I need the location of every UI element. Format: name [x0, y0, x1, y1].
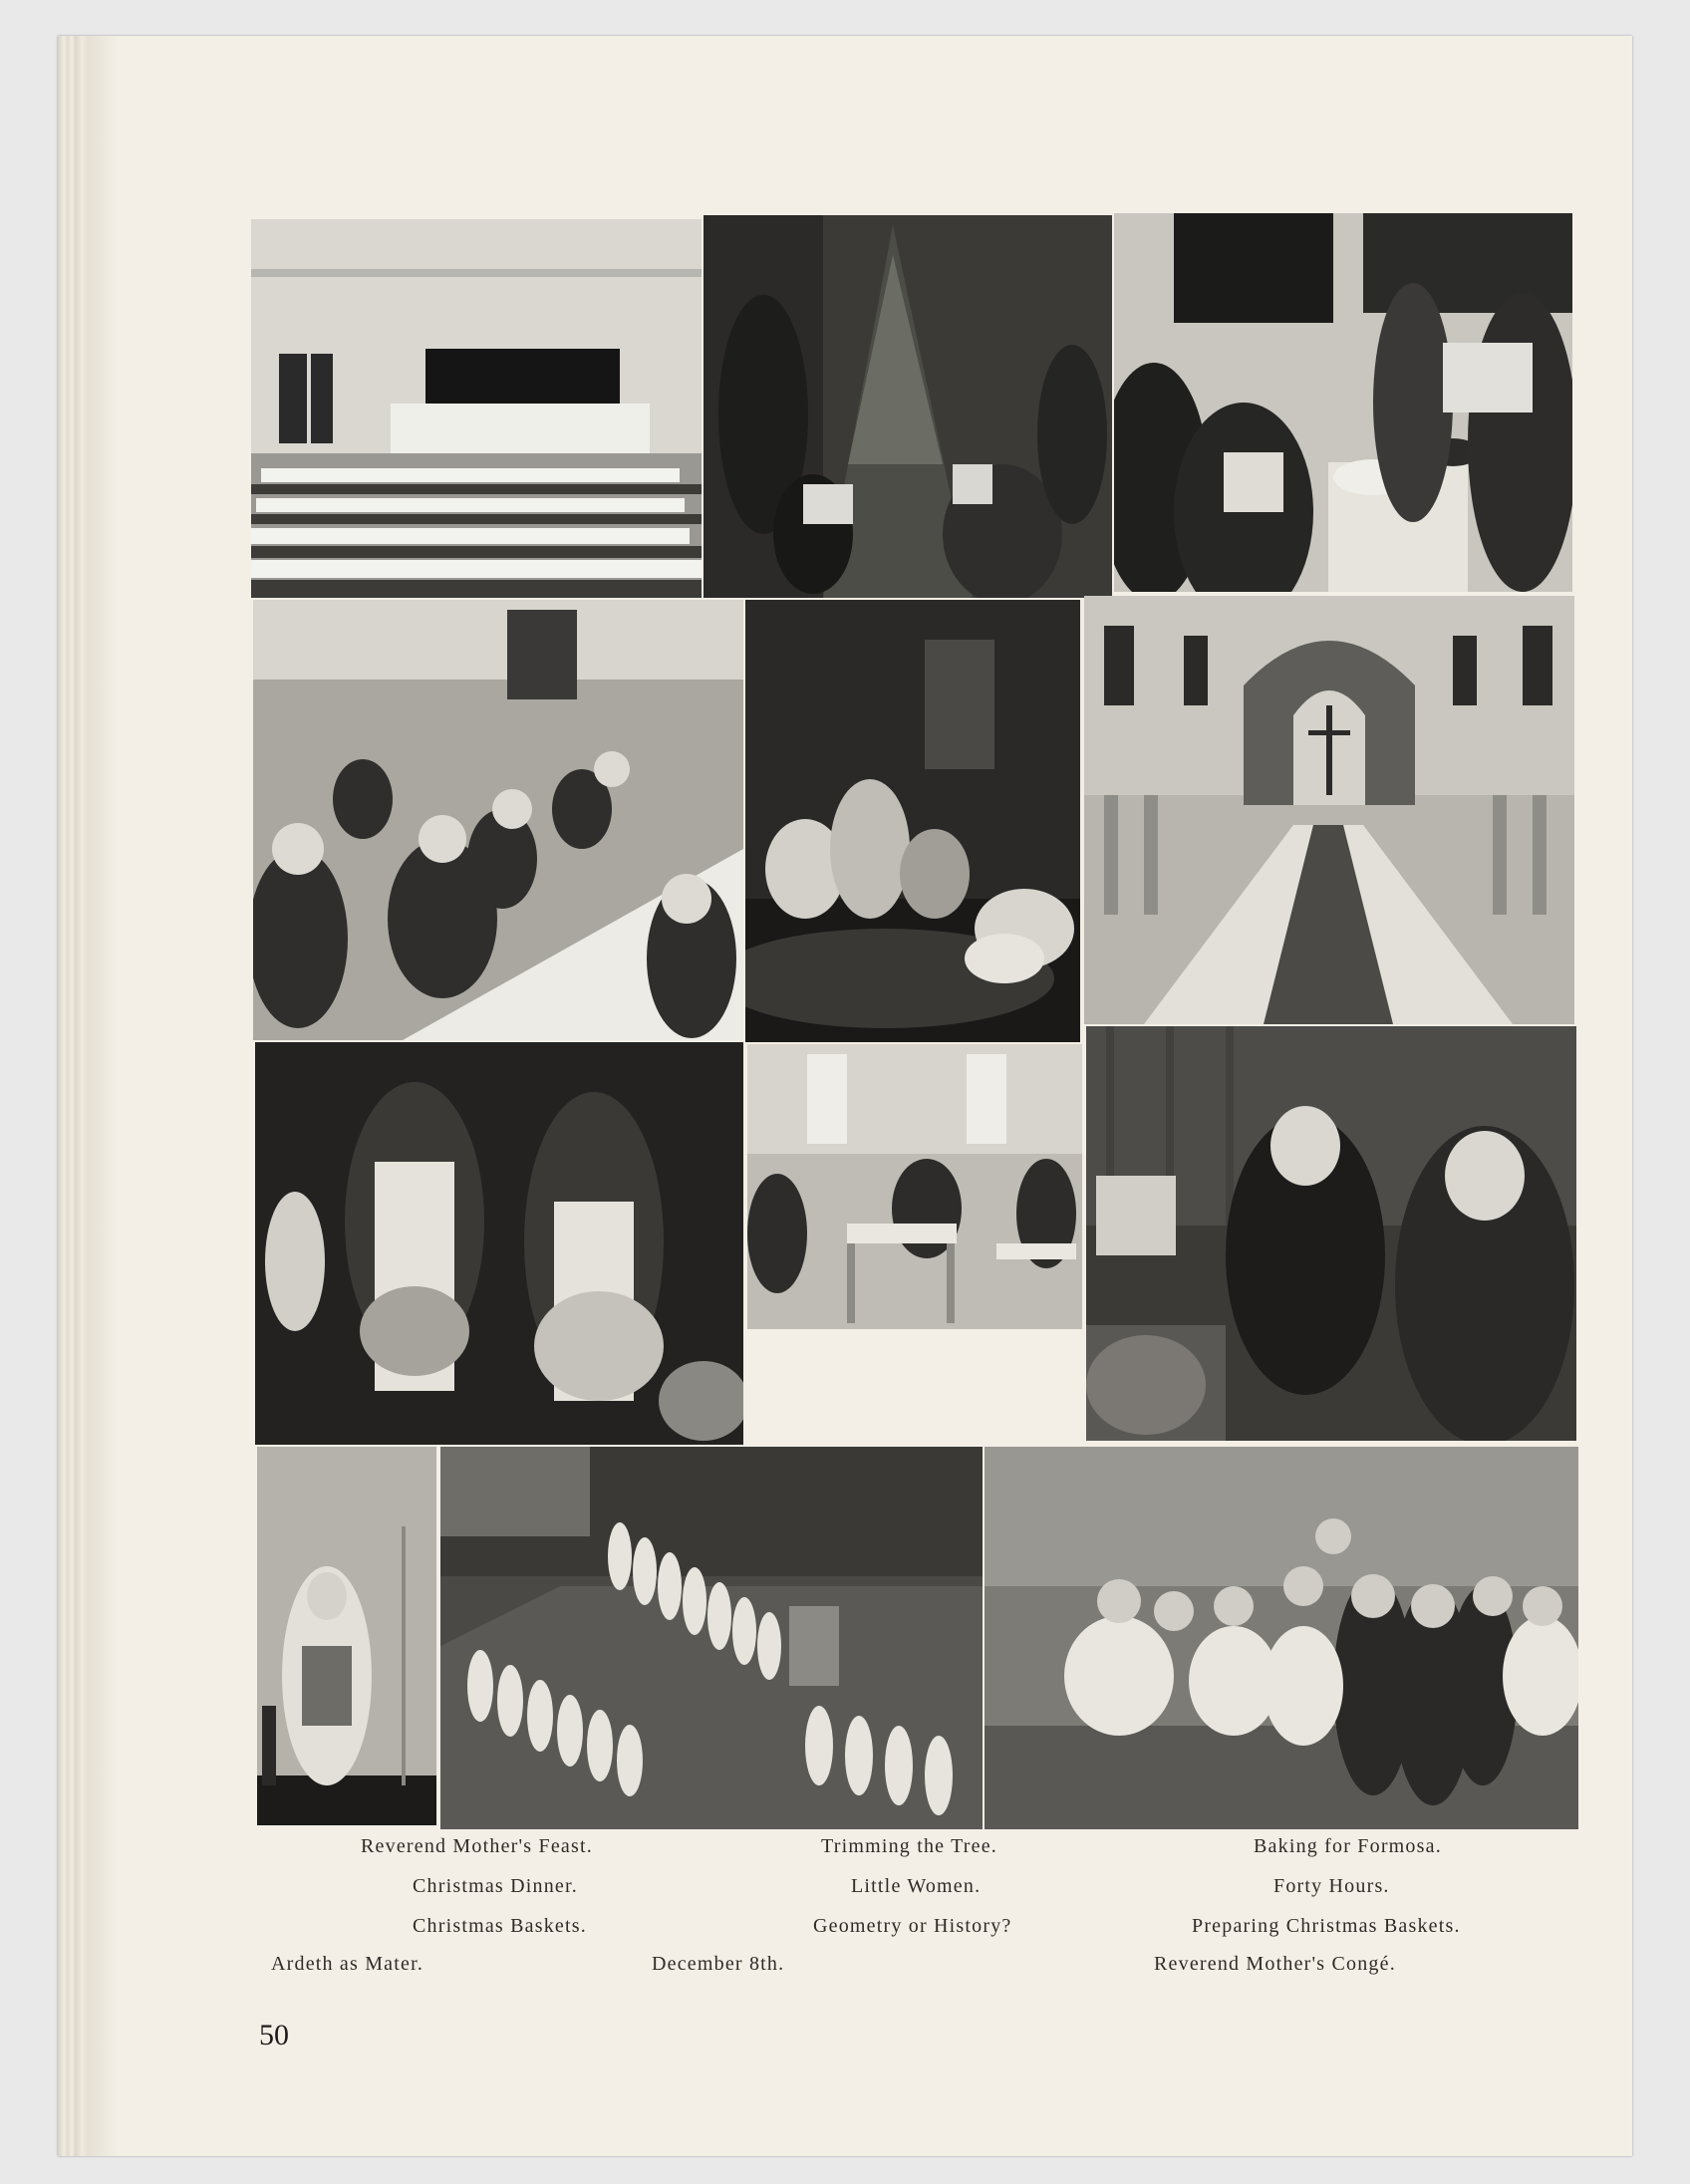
photo-baking-for-formosa [1114, 213, 1572, 592]
caption-december-8th: December 8th. [652, 1953, 785, 1975]
yearbook-page [58, 36, 1632, 2156]
mater-image [257, 1447, 436, 1825]
caption-reverend-mothers-feast: Reverend Mother's Feast. [361, 1835, 593, 1857]
caption-trimming-the-tree: Trimming the Tree. [821, 1835, 998, 1857]
photo-forty-hours [1084, 596, 1574, 1024]
baskets-image [255, 1042, 743, 1445]
caption-little-women: Little Women. [851, 1875, 982, 1897]
photo-december-8th [440, 1447, 983, 1829]
classroom-image [747, 1044, 1082, 1329]
christmas-tree-image [704, 215, 1112, 598]
caption-reverend-mothers-conge: Reverend Mother's Congé. [1154, 1953, 1396, 1975]
photo-geometry-or-history [747, 1044, 1082, 1329]
caption-ardeth-as-mater: Ardeth as Mater. [271, 1953, 424, 1975]
caption-christmas-dinner: Christmas Dinner. [413, 1875, 578, 1897]
feast-hall-image [251, 219, 702, 598]
page-number: 50 [259, 2019, 289, 2051]
photo-trimming-the-tree [704, 215, 1112, 598]
chapel-image [1084, 596, 1574, 1024]
photo-reverend-mothers-feast [251, 219, 702, 598]
little-women-image [745, 600, 1080, 1042]
photo-christmas-dinner [253, 600, 743, 1040]
caption-preparing-christmas-baskets: Preparing Christmas Baskets. [1192, 1915, 1461, 1937]
photo-reverend-mothers-conge [985, 1447, 1578, 1829]
conge-image [985, 1447, 1578, 1829]
procession-image [440, 1447, 983, 1829]
photo-preparing-christmas-baskets [1086, 1026, 1576, 1441]
photo-ardeth-as-mater [257, 1447, 436, 1825]
caption-christmas-baskets: Christmas Baskets. [413, 1915, 587, 1937]
dinner-image [253, 600, 743, 1040]
caption-geometry-or-history: Geometry or History? [813, 1915, 1012, 1937]
caption-forty-hours: Forty Hours. [1273, 1875, 1390, 1897]
photo-little-women [745, 600, 1080, 1042]
preparing-baskets-image [1086, 1026, 1576, 1441]
caption-baking-for-formosa: Baking for Formosa. [1254, 1835, 1442, 1857]
baking-image [1114, 213, 1572, 592]
photo-christmas-baskets [255, 1042, 743, 1445]
